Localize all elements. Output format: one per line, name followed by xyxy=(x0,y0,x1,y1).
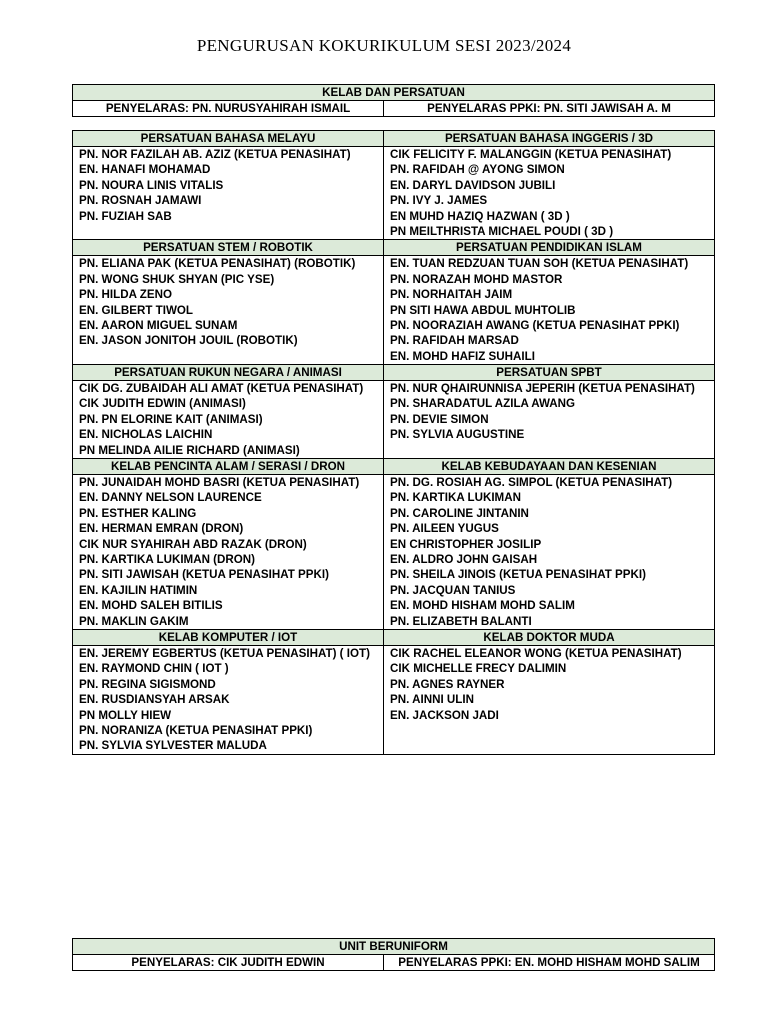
member-name: CIK JUDITH EDWIN (ANIMASI) xyxy=(79,397,246,411)
club-name: KELAB DOKTOR MUDA xyxy=(384,629,715,645)
member-name: EN. DARYL DAVIDSON JUBILI xyxy=(390,178,556,192)
member-name: EN. ALDRO JOHN GAISAH xyxy=(390,552,538,566)
uniform-coordinator: PENYELARAS: CIK JUDITH EDWIN xyxy=(73,955,384,971)
member-name: CIK RACHEL ELEANOR WONG (KETUA PENASIHAT) xyxy=(390,646,682,660)
club-name: PERSATUAN PENDIDIKAN ISLAM xyxy=(384,240,715,256)
member-name: PN. SYLVIA SYLVESTER MALUDA xyxy=(79,739,267,753)
member-name: PN SITI HAWA ABDUL MUHTOLIB xyxy=(390,303,576,317)
member-name: PN. PN ELORINE KAIT (ANIMASI) xyxy=(79,412,263,426)
member-name: PN. FUZIAH SAB xyxy=(79,209,172,223)
member-name: CIK NUR SYAHIRAH ABD RAZAK (DRON) xyxy=(79,537,307,551)
member-name: PN. NOR FAZILAH AB. AZIZ (KETUA PENASIHAT) xyxy=(79,148,351,161)
member-name: PN. JUNAIDAH MOHD BASRI (KETUA PENASIHAT) xyxy=(79,476,360,490)
member-name: EN. GILBERT TIWOL xyxy=(79,303,193,317)
club-members xyxy=(73,645,384,754)
member-name: PN. NORANIZA (KETUA PENASIHAT PPKI) xyxy=(79,723,313,737)
member-name: EN MUHD HAZIQ HAZWAN ( 3D ) xyxy=(390,209,570,223)
member-name: EN. MOHD HISHAM MOHD SALIM xyxy=(390,599,575,613)
club-members xyxy=(384,147,715,240)
member-name: CIK MICHELLE FRECY DALIMIN xyxy=(390,662,567,676)
kelab-coordinator: PENYELARAS: PN. NURUSYAHIRAH ISMAIL xyxy=(73,101,384,117)
member-name: PN. NORHAITAH JAIM xyxy=(390,288,513,302)
member-name: PN. DG. ROSIAH AG. SIMPOL (KETUA PENASIHAT) xyxy=(390,476,673,490)
uniform-header-table xyxy=(72,938,715,971)
kelab-header-table xyxy=(72,84,715,117)
member-name: EN. RAYMOND CHIN ( IOT ) xyxy=(79,662,229,676)
member-name: EN. JACKSON JADI xyxy=(390,708,499,722)
member-name: PN. JACQUAN TANIUS xyxy=(390,583,516,597)
member-name: PN. CAROLINE JINTANIN xyxy=(390,506,529,520)
member-name: PN. NOURA LINIS VITALIS xyxy=(79,178,224,192)
member-name: EN. MOHD SALEH BITILIS xyxy=(79,599,223,613)
member-name: EN. DANNY NELSON LAURENCE xyxy=(79,491,262,505)
member-name: PN. KARTIKA LUKIMAN (DRON) xyxy=(79,552,256,566)
member-name: EN. AARON MIGUEL SUNAM xyxy=(79,318,238,332)
club-members xyxy=(73,147,384,240)
member-name: EN. NICHOLAS LAICHIN xyxy=(79,428,213,442)
club-members xyxy=(73,256,384,365)
member-name: CIK DG. ZUBAIDAH ALI AMAT (KETUA PENASIHAT) xyxy=(79,382,364,396)
member-name: PN MELINDA AILIE RICHARD (ANIMASI) xyxy=(79,443,300,457)
club-name: PERSATUAN BAHASA MELAYU xyxy=(73,131,384,147)
member-name: PN. SHARADATUL AZILA AWANG xyxy=(390,397,576,411)
member-name: CIK FELICITY F. MALANGGIN (KETUA PENASIHAT) xyxy=(390,148,672,161)
member-name: PN. NORAZAH MOHD MASTOR xyxy=(390,272,563,286)
member-name: PN. AINNI ULIN xyxy=(390,693,474,707)
member-name: PN. KARTIKA LUKIMAN xyxy=(390,491,521,505)
member-name: PN. NOORAZIAH AWANG (KETUA PENASIHAT PPKI) xyxy=(390,318,680,332)
page-title: PENGURUSAN KOKURIKULUM SESI 2023/2024 xyxy=(196,36,572,55)
member-name: PN MEILTHRISTA MICHAEL POUDI ( 3D ) xyxy=(390,224,614,238)
club-name: PERSATUAN SPBT xyxy=(384,365,715,381)
member-name: PN. RAFIDAH MARSAD xyxy=(390,334,519,348)
member-name: PN. AILEEN YUGUS xyxy=(390,522,499,536)
member-name: PN. ELIZABETH BALANTI xyxy=(390,614,532,628)
member-name: EN. KAJILIN HATIMIN xyxy=(79,583,198,597)
member-name: PN. SYLVIA AUGUSTINE xyxy=(390,428,525,442)
club-members xyxy=(384,475,715,630)
member-name: PN. REGINA SIGISMOND xyxy=(79,677,216,691)
member-name: PN MOLLY HIEW xyxy=(79,708,172,722)
club-name: PERSATUAN RUKUN NEGARA / ANIMASI xyxy=(73,365,384,381)
clubs-table xyxy=(72,130,715,755)
member-name: PN. SITI JAWISAH (KETUA PENASIHAT PPKI) xyxy=(79,568,329,582)
club-members xyxy=(73,475,384,630)
member-name: PN. SHEILA JINOIS (KETUA PENASIHAT PPKI) xyxy=(390,568,646,582)
member-name: EN. TUAN REDZUAN TUAN SOH (KETUA PENASIHAT) xyxy=(390,257,689,271)
member-name: PN. ROSNAH JAMAWI xyxy=(79,194,202,208)
club-name: PERSATUAN BAHASA INGGERIS / 3D xyxy=(384,131,715,147)
member-name: EN. JEREMY EGBERTUS (KETUA PENASIHAT) ( IOT) xyxy=(79,646,370,660)
member-name: PN. ESTHER KALING xyxy=(79,506,197,520)
club-name: KELAB KEBUDAYAAN DAN KESENIAN xyxy=(384,459,715,475)
member-name: PN. MAKLIN GAKIM xyxy=(79,614,189,628)
member-name: PN. HILDA ZENO xyxy=(79,288,172,302)
uniform-header-title: UNIT BERUNIFORM xyxy=(73,939,715,955)
club-members xyxy=(384,645,715,754)
club-name: KELAB KOMPUTER / IOT xyxy=(73,629,384,645)
kelab-coordinator-ppki: PENYELARAS PPKI: PN. SITI JAWISAH A. M xyxy=(384,101,715,117)
club-name: KELAB PENCINTA ALAM / SERASI / DRON xyxy=(73,459,384,475)
club-members xyxy=(384,256,715,365)
member-name: EN. HERMAN EMRAN (DRON) xyxy=(79,522,244,536)
club-members xyxy=(73,381,384,459)
member-name: EN. MOHD HAFIZ SUHAILI xyxy=(390,349,535,363)
member-name: PN. DEVIE SIMON xyxy=(390,412,489,426)
member-name: PN. NUR QHAIRUNNISA JEPERIH (KETUA PENASIHAT) xyxy=(390,382,695,396)
kelab-header-title: KELAB DAN PERSATUAN xyxy=(73,85,715,101)
member-name: EN CHRISTOPHER JOSILIP xyxy=(390,537,542,551)
member-name: PN. WONG SHUK SHYAN (PIC YSE) xyxy=(79,272,275,286)
member-name: PN. ELIANA PAK (KETUA PENASIHAT) (ROBOTIK) xyxy=(79,257,356,271)
member-name: PN. IVY J. JAMES xyxy=(390,194,488,208)
uniform-coordinator-ppki: PENYELARAS PPKI: EN. MOHD HISHAM MOHD SALIM xyxy=(384,955,715,971)
member-name: EN. RUSDIANSYAH ARSAK xyxy=(79,693,230,707)
club-name: PERSATUAN STEM / ROBOTIK xyxy=(73,240,384,256)
club-members xyxy=(384,381,715,459)
member-name: EN. HANAFI MOHAMAD xyxy=(79,163,211,177)
member-name: PN. RAFIDAH @ AYONG SIMON xyxy=(390,163,565,177)
member-name: PN. AGNES RAYNER xyxy=(390,677,505,691)
member-name: EN. JASON JONITOH JOUIL (ROBOTIK) xyxy=(79,334,298,348)
